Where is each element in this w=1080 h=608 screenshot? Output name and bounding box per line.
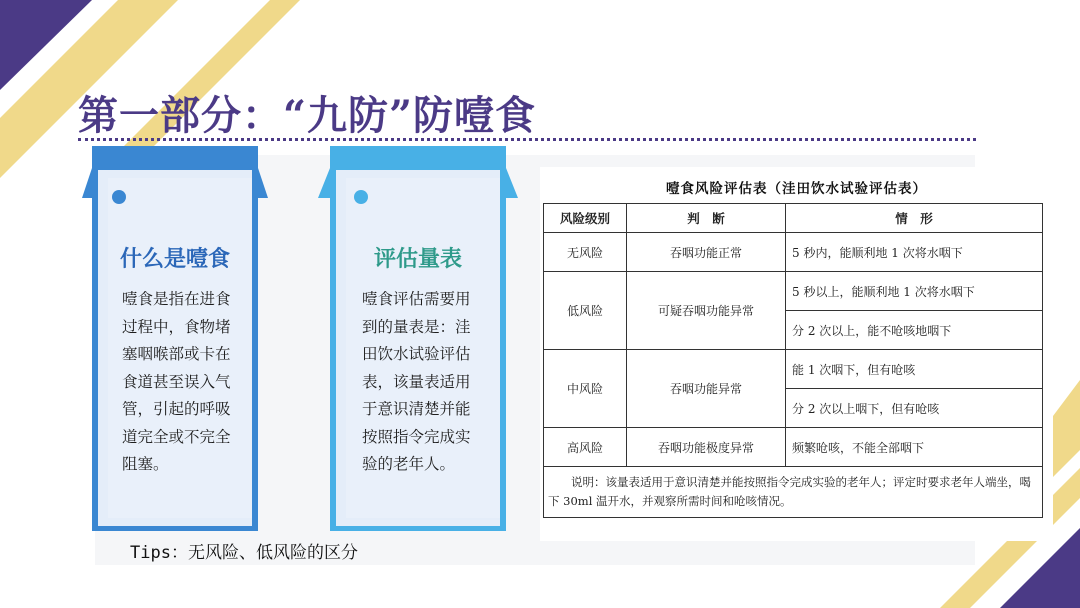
table-note: 说明：该量表适用于意识清楚并能按照指令完成实验的老年人；评定时要求老年人端坐，喝下 30ml 温开水，并观察所需时间和呛咳情况。: [544, 467, 1043, 518]
situation: 分 2 次以上咽下，但有呛咳: [786, 389, 1043, 428]
judgement: 吞咽功能极度异常: [627, 428, 786, 467]
card-body: 噎食评估需要用 到的量表是：洼 田饮水试验评估 表，该量表适用 于意识清楚并能 按照指令完成实 验的老年人。: [362, 290, 471, 473]
card-title: 什么是噎食: [119, 246, 230, 272]
judgement: 吞咽功能异常: [627, 350, 786, 428]
risk-table: [543, 203, 1043, 518]
table-title: 噎食风险评估表（洼田饮水试验评估表）: [666, 181, 927, 197]
table-row: [544, 428, 1043, 467]
table-row: [544, 233, 1043, 272]
table-row: [544, 272, 1043, 311]
judgement: 吞咽功能正常: [627, 233, 786, 272]
situation: 分 2 次以上，能不呛咳地咽下: [786, 311, 1043, 350]
header-level: 风险级别: [544, 204, 627, 233]
card-title: 评估量表: [373, 246, 462, 272]
risk-level: 中风险: [544, 350, 627, 428]
header-situation: 情 形: [786, 204, 1043, 233]
card-body: 噎食是指在进食 过程中，食物堵 塞咽喉部或卡在 食道甚至误入气 管，引起的呼吸 道完全或不完全 阻塞。: [122, 290, 231, 473]
risk-assessment-table-image: [540, 167, 1053, 541]
situation: 能 1 次咽下，但有呛咳: [786, 350, 1043, 389]
judgement: 可疑吞咽功能异常: [627, 272, 786, 350]
table-row: [544, 350, 1043, 389]
risk-level: 低风险: [544, 272, 627, 350]
situation: 频繁呛咳，不能全部咽下: [786, 428, 1043, 467]
assessment-card: [318, 146, 518, 531]
risk-level: 高风险: [544, 428, 627, 467]
table-note-row: [544, 467, 1043, 518]
risk-level: 无风险: [544, 233, 627, 272]
card-dot-icon: [354, 190, 368, 204]
card-dot-icon: [112, 190, 126, 204]
situation: 5 秒内，能顺利地 1 次将水咽下: [786, 233, 1043, 272]
table-header-row: [544, 204, 1043, 233]
definition-card: [82, 146, 268, 531]
page-title: 第一部分：“九防”防噎食: [78, 92, 537, 139]
title-divider: [78, 138, 976, 141]
situation: 5 秒以上，能顺利地 1 次将水咽下: [786, 272, 1043, 311]
tips-text: Tips：无风险、低风险的区分: [130, 543, 358, 563]
header-judgement: 判 断: [627, 204, 786, 233]
